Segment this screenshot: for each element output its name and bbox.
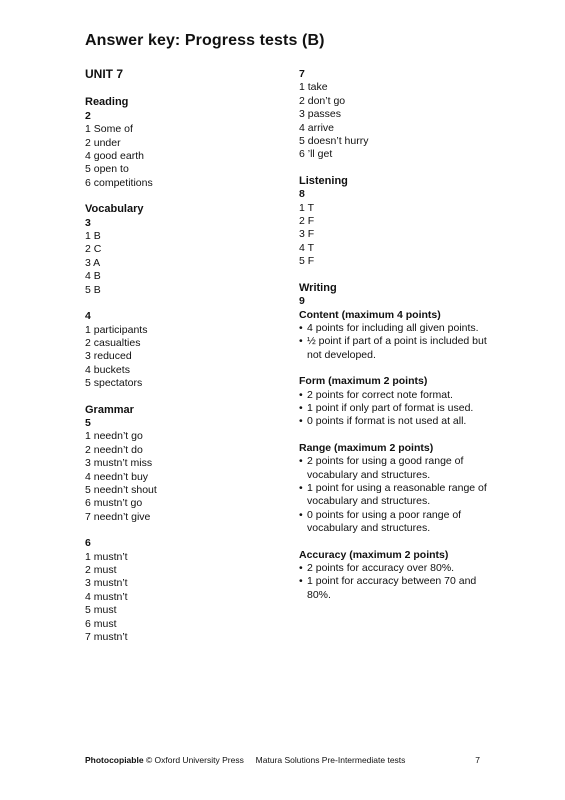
accuracy-criteria — [299, 549, 494, 603]
exercise-number: 7 — [299, 68, 305, 80]
exercise-number: 8 — [299, 188, 305, 201]
writing-title: Writing — [299, 281, 337, 294]
criteria-title: Form (maximum 2 points) — [299, 375, 428, 388]
answer-line: 2 under — [85, 136, 121, 149]
criteria-bullet: • 2 points for accuracy over 80%. — [299, 562, 494, 575]
answer-line: 6 mustn’t go — [85, 497, 143, 510]
answer-line: 2 casualties — [85, 336, 141, 349]
answer-line: 5 doesn’t hurry — [299, 135, 369, 148]
criteria-bullet: • 0 points if format is not used at all. — [299, 415, 494, 428]
answer-line: 4 good earth — [85, 150, 144, 163]
form-criteria — [299, 375, 494, 429]
answer-line: 1 mustn’t — [85, 550, 128, 563]
answer-line: 1 needn’t go — [85, 430, 143, 443]
criteria-bullet: • 1 point for accuracy between 70 and 80%. — [299, 575, 494, 602]
listening-title: Listening — [299, 174, 348, 187]
answer-line: 5 F — [299, 255, 315, 268]
criteria-bullet: • 1 point for using a reasonable range of vocabulary and structures. — [299, 482, 494, 509]
right-column — [299, 68, 494, 615]
answer-line: 3 A — [85, 256, 101, 269]
answer-line: 5 open to — [85, 163, 129, 176]
page-title: Answer key: Progress tests (B) — [85, 32, 325, 49]
answer-line: 4 T — [299, 241, 314, 254]
grammar-ex6 — [85, 537, 265, 644]
answer-line: 6 must — [85, 617, 117, 630]
answer-line: 3 mustn’t miss — [85, 457, 153, 470]
exercise-number: 3 — [85, 216, 91, 229]
answer-line: 5 spectators — [85, 377, 143, 390]
criteria-title: Content (maximum 4 points) — [299, 308, 441, 321]
answer-line: 4 mustn’t — [85, 590, 128, 603]
criteria-bullet: • ½ point if part of a point is included but not developed. — [299, 335, 494, 362]
exercise-number: 4 — [85, 310, 91, 323]
criteria-bullet: • 4 points for including all given points. — [299, 322, 494, 335]
photocopiable-label: Photocopiable — [85, 755, 144, 765]
criteria-bullet: • 1 point if only part of format is used. — [299, 402, 494, 415]
exercise-number: 9 — [299, 295, 305, 308]
answer-line: 1 B — [85, 230, 101, 243]
book-title: Matura Solutions Pre-Intermediate tests — [255, 755, 406, 765]
answer-line: 5 must — [85, 604, 117, 617]
exercise-number: 5 — [85, 416, 91, 429]
grammar-section — [85, 404, 265, 525]
vocabulary-title: Vocabulary — [85, 203, 144, 216]
answer-line: 2 must — [85, 564, 117, 576]
answer-line: 7 needn’t give — [85, 510, 151, 523]
vocabulary-ex4 — [85, 310, 265, 390]
criteria-title: Accuracy (maximum 2 points) — [299, 548, 449, 561]
writing-section — [299, 282, 494, 603]
listening-section — [299, 175, 494, 269]
reading-section — [85, 96, 265, 190]
page-footer — [85, 755, 480, 765]
answer-line: 5 B — [85, 283, 101, 296]
answer-line: 2 don’t go — [299, 94, 346, 107]
answer-line: 3 F — [299, 228, 315, 241]
answer-line: 1 participants — [85, 323, 148, 336]
left-column — [85, 68, 265, 657]
answer-line: 4 buckets — [85, 363, 130, 376]
criteria-bullet: • 2 points for correct note format. — [299, 389, 494, 402]
answer-line: 2 F — [299, 215, 315, 228]
answer-line: 4 needn’t buy — [85, 470, 149, 483]
exercise-number: 2 — [85, 109, 91, 122]
exercise-number: 6 — [85, 537, 91, 550]
content-criteria — [299, 309, 494, 363]
range-criteria — [299, 442, 494, 536]
reading-title: Reading — [85, 96, 129, 109]
answer-line: 6 ’ll get — [299, 148, 333, 161]
criteria-bullet: • 2 points for using a good range of vocabulary and structures. — [299, 455, 494, 482]
criteria-title: Range (maximum 2 points) — [299, 441, 434, 454]
publisher-text: © Oxford University Press — [145, 755, 244, 765]
grammar-title: Grammar — [85, 403, 134, 416]
answer-line: 2 C — [85, 243, 102, 256]
answer-line: 3 reduced — [85, 350, 132, 363]
answer-line: 3 passes — [299, 108, 342, 121]
answer-line: 3 mustn’t — [85, 577, 128, 590]
answer-line: 7 mustn’t — [85, 631, 128, 644]
answer-line: 1 take — [299, 81, 328, 94]
answer-line: 2 needn’t do — [85, 443, 143, 456]
page-number: 7 — [475, 755, 480, 765]
answer-line: 4 arrive — [299, 121, 335, 134]
answer-line: 1 T — [299, 201, 314, 214]
answer-line: 1 Some of — [85, 123, 133, 136]
answer-line: 5 needn’t shout — [85, 483, 157, 496]
grammar-ex7 — [299, 68, 494, 162]
answer-line: 6 competitions — [85, 176, 153, 189]
unit-heading: UNIT 7 — [85, 67, 124, 81]
criteria-bullet: • 0 points for using a poor range of vocabulary and structures. — [299, 509, 494, 536]
answer-line: 4 B — [85, 270, 101, 283]
vocabulary-section — [85, 203, 265, 297]
